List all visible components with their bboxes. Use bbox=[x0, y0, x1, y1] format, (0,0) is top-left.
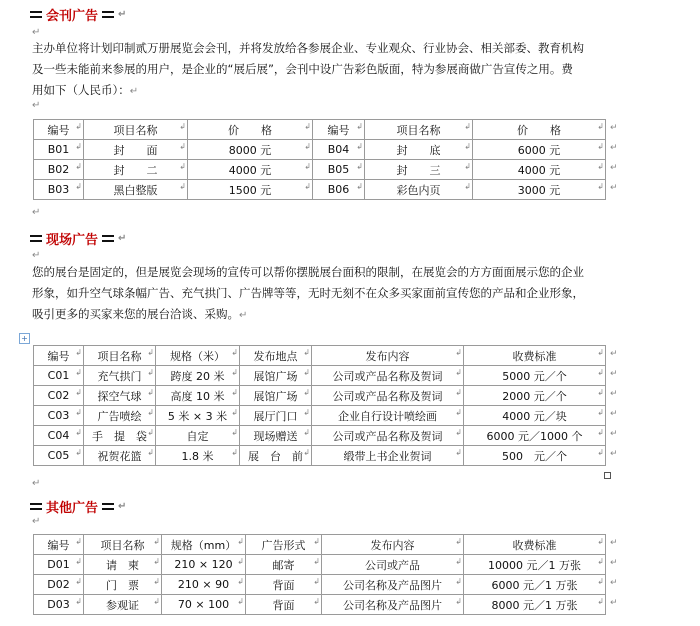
table-cell: 背面 ↲ bbox=[246, 595, 322, 615]
table-move-handle-icon[interactable]: + bbox=[19, 333, 30, 344]
table-row bbox=[34, 426, 606, 446]
table-cell: 参观证 ↲ bbox=[84, 595, 162, 615]
row-end-mark: ↵ bbox=[610, 142, 618, 153]
table-header-cell: 发布地点 ↲ bbox=[240, 346, 312, 366]
table-cell: 手 提 袋 ↲ bbox=[84, 426, 156, 446]
table-resize-handle[interactable] bbox=[604, 472, 611, 479]
table-header-cell: 项目名称 ↲ bbox=[84, 346, 156, 366]
table-cell: 公司或产品名称及贺词 ↲ bbox=[312, 366, 464, 386]
table-cell: 8000 元／1 万张 ↲ bbox=[464, 595, 606, 615]
onsite-price-table bbox=[33, 345, 606, 466]
paragraph-mark: ↵ bbox=[118, 233, 127, 244]
row-end-mark: ↵ bbox=[610, 448, 618, 459]
table-cell: 6000 元 ↲ bbox=[473, 140, 606, 160]
table-cell: 封 二 ↲ bbox=[84, 160, 188, 180]
table-row bbox=[34, 595, 606, 615]
table-cell: D02 ↲ bbox=[34, 575, 84, 595]
row-end-mark: ↵ bbox=[610, 122, 618, 133]
table-header-cell: 编号 ↲ bbox=[34, 535, 84, 555]
table-header-cell: 项目名称 ↲ bbox=[84, 535, 162, 555]
row-end-mark: ↵ bbox=[610, 557, 618, 568]
table-cell: 公司名称及产品图片 ↲ bbox=[322, 575, 464, 595]
table-cell: 封 底 ↲ bbox=[365, 140, 473, 160]
table-header-cell: 项目名称 ↲ bbox=[365, 120, 473, 140]
row-end-mark: ↵ bbox=[610, 368, 618, 379]
row-end-mark: ↵ bbox=[610, 537, 618, 548]
table-cell: D01 ↲ bbox=[34, 555, 84, 575]
table-cell: 黑白整版 ↲ bbox=[84, 180, 188, 200]
section-title-onsite: 现场广告 bbox=[46, 233, 99, 248]
row-end-mark: ↵ bbox=[610, 388, 618, 399]
row-end-mark: ↵ bbox=[610, 577, 618, 588]
table-cell: 企业自行设计喷绘画 ↲ bbox=[312, 406, 464, 426]
table-cell: 1500 元 ↲ bbox=[188, 180, 313, 200]
paragraph-mark: ↵ bbox=[118, 501, 127, 512]
table-cell: 封 面 ↲ bbox=[84, 140, 188, 160]
table-cell: 彩色内页 ↲ bbox=[365, 180, 473, 200]
table-cell: B06 ↲ bbox=[313, 180, 365, 200]
table-header-cell: 收费标准 ↲ bbox=[464, 346, 606, 366]
table-cell: 现场赠送 ↲ bbox=[240, 426, 312, 446]
table-cell: 4000 元 ↲ bbox=[473, 160, 606, 180]
paragraph-mark: ↵ bbox=[32, 516, 41, 527]
table-cell: 充气拱门 ↲ bbox=[84, 366, 156, 386]
table-cell: C01 ↲ bbox=[34, 366, 84, 386]
row-end-mark: ↵ bbox=[610, 182, 618, 193]
table-cell: 公司名称及产品图片 ↲ bbox=[322, 595, 464, 615]
table-cell: 门 票 ↲ bbox=[84, 575, 162, 595]
section-heading-journal bbox=[30, 5, 126, 24]
table-cell: B01 ↲ bbox=[34, 140, 84, 160]
table-cell: 探空气球 ↲ bbox=[84, 386, 156, 406]
table-cell: 1.8 米 ↲ bbox=[156, 446, 240, 466]
table-cell: 210 × 90 ↲ bbox=[162, 575, 246, 595]
table-cell: 缎带上书企业贺词 ↲ bbox=[312, 446, 464, 466]
table-header-cell: 广告形式 ↲ bbox=[246, 535, 322, 555]
table-cell: 请 柬 ↲ bbox=[84, 555, 162, 575]
paragraph-line: 吸引更多的买家来您的展台洽谈、采购。↵ bbox=[32, 307, 248, 321]
table-header-row bbox=[34, 535, 606, 555]
table-row bbox=[34, 386, 606, 406]
table-cell: 5 米 × 3 米 ↲ bbox=[156, 406, 240, 426]
table-header-cell: 编号 ↲ bbox=[34, 346, 84, 366]
table-cell: 封 三 ↲ bbox=[365, 160, 473, 180]
row-end-mark: ↵ bbox=[610, 597, 618, 608]
double-bar-icon bbox=[102, 10, 114, 19]
table-header-cell: 规格（mm） ↲ bbox=[162, 535, 246, 555]
table-row bbox=[34, 575, 606, 595]
table-row bbox=[34, 555, 606, 575]
table-cell: B05 ↲ bbox=[313, 160, 365, 180]
table-header-row bbox=[34, 346, 606, 366]
row-end-mark: ↵ bbox=[610, 348, 618, 359]
table-row bbox=[34, 366, 606, 386]
table-header-cell: 编号 ↲ bbox=[34, 120, 84, 140]
table-header-cell: 发布内容 ↲ bbox=[322, 535, 464, 555]
double-bar-icon bbox=[102, 234, 114, 243]
paragraph-line: 用如下（人民币）：↵ bbox=[32, 83, 139, 97]
table-header-cell: 收费标准 ↲ bbox=[464, 535, 606, 555]
paragraph-mark: ↵ bbox=[118, 9, 127, 20]
table-cell: 公司或产品名称及贺词 ↲ bbox=[312, 386, 464, 406]
table-header-cell: 价 格 ↲ bbox=[188, 120, 313, 140]
section-heading-other bbox=[30, 497, 126, 516]
table-cell: 2000 元／个 ↲ bbox=[464, 386, 606, 406]
table-row bbox=[34, 180, 606, 200]
table-cell: B03 ↲ bbox=[34, 180, 84, 200]
paragraph-line: 主办单位将计划印制贰万册展览会会刊，并将发放给各参展企业、专业观众、行业协会、相关部委、教育机构 bbox=[32, 41, 584, 55]
table-cell: C03 ↲ bbox=[34, 406, 84, 426]
table-header-cell: 规格（米） ↲ bbox=[156, 346, 240, 366]
table-row bbox=[34, 446, 606, 466]
double-bar-icon bbox=[30, 502, 42, 511]
double-bar-icon bbox=[30, 234, 42, 243]
section-title-journal: 会刊广告 bbox=[46, 9, 99, 24]
onsite-paragraph bbox=[32, 262, 682, 326]
table-header-row bbox=[34, 120, 606, 140]
table-cell: C04 ↲ bbox=[34, 426, 84, 446]
table-cell: 6000 元／1 万张 ↲ bbox=[464, 575, 606, 595]
double-bar-icon bbox=[102, 502, 114, 511]
table-cell: 210 × 120 ↲ bbox=[162, 555, 246, 575]
paragraph-line: 及一些未能前来参展的用户，是企业的“展后展”，会刊中设广告彩色版面，特为参展商做广告宣传之用。费 bbox=[32, 62, 573, 76]
table-cell: 10000 元／1 万张 ↲ bbox=[464, 555, 606, 575]
table-header-cell: 价 格 ↲ bbox=[473, 120, 606, 140]
double-bar-icon bbox=[30, 10, 42, 19]
journal-paragraph bbox=[32, 38, 682, 102]
table-row bbox=[34, 140, 606, 160]
table-header-cell: 发布内容 ↲ bbox=[312, 346, 464, 366]
table-cell: 5000 元／个 ↲ bbox=[464, 366, 606, 386]
paragraph-line: 您的展台是固定的，但是展览会现场的宣传可以帮你摆脱展台面积的限制，在展览会的方方面面展示您的企业 bbox=[32, 265, 584, 279]
table-cell: 公司或产品名称及贺词 ↲ bbox=[312, 426, 464, 446]
table-cell: 6000 元／1000 个 ↲ bbox=[464, 426, 606, 446]
table-cell: 4000 元 ↲ bbox=[188, 160, 313, 180]
table-cell: C02 ↲ bbox=[34, 386, 84, 406]
table-cell: 3000 元 ↲ bbox=[473, 180, 606, 200]
table-cell: B02 ↲ bbox=[34, 160, 84, 180]
table-cell: 展馆广场 ↲ bbox=[240, 386, 312, 406]
table-cell: 4000 元／块 ↲ bbox=[464, 406, 606, 426]
paragraph-line: 形象，如升空气球条幅广告、充气拱门、广告牌等等，无时无刻不在众多买家面前宣传您的产品和企业形象， bbox=[32, 286, 584, 300]
table-row bbox=[34, 160, 606, 180]
table-cell: B04 ↲ bbox=[313, 140, 365, 160]
section-title-other: 其他广告 bbox=[46, 501, 99, 516]
table-cell: 70 × 100 ↲ bbox=[162, 595, 246, 615]
table-cell: 祝贺花篮 ↲ bbox=[84, 446, 156, 466]
paragraph-mark: ↵ bbox=[32, 27, 41, 38]
table-cell: 8000 元 ↲ bbox=[188, 140, 313, 160]
table-cell: 自定 ↲ bbox=[156, 426, 240, 446]
section-heading-onsite bbox=[30, 229, 126, 248]
paragraph-mark: ↵ bbox=[32, 478, 41, 489]
row-end-mark: ↵ bbox=[610, 162, 618, 173]
table-cell: 跨度 20 米 ↲ bbox=[156, 366, 240, 386]
paragraph-mark: ↵ bbox=[32, 100, 41, 111]
paragraph-mark: ↵ bbox=[32, 207, 41, 218]
table-cell: 邮寄 ↲ bbox=[246, 555, 322, 575]
table-cell: 广告喷绘 ↲ bbox=[84, 406, 156, 426]
paragraph-mark: ↵ bbox=[32, 250, 41, 261]
table-row bbox=[34, 406, 606, 426]
table-cell: 展馆广场 ↲ bbox=[240, 366, 312, 386]
table-cell: 展厅门口 ↲ bbox=[240, 406, 312, 426]
journal-price-table bbox=[33, 119, 606, 200]
table-header-cell: 编号 ↲ bbox=[313, 120, 365, 140]
table-cell: 背面 ↲ bbox=[246, 575, 322, 595]
table-cell: 高度 10 米 ↲ bbox=[156, 386, 240, 406]
other-price-table bbox=[33, 534, 606, 615]
table-header-cell: 项目名称 ↲ bbox=[84, 120, 188, 140]
table-cell: 公司或产品 ↲ bbox=[322, 555, 464, 575]
table-cell: 500 元／个 ↲ bbox=[464, 446, 606, 466]
table-cell: D03 ↲ bbox=[34, 595, 84, 615]
table-cell: C05 ↲ bbox=[34, 446, 84, 466]
row-end-mark: ↵ bbox=[610, 408, 618, 419]
row-end-mark: ↵ bbox=[610, 428, 618, 439]
table-cell: 展 台 前 ↲ bbox=[240, 446, 312, 466]
